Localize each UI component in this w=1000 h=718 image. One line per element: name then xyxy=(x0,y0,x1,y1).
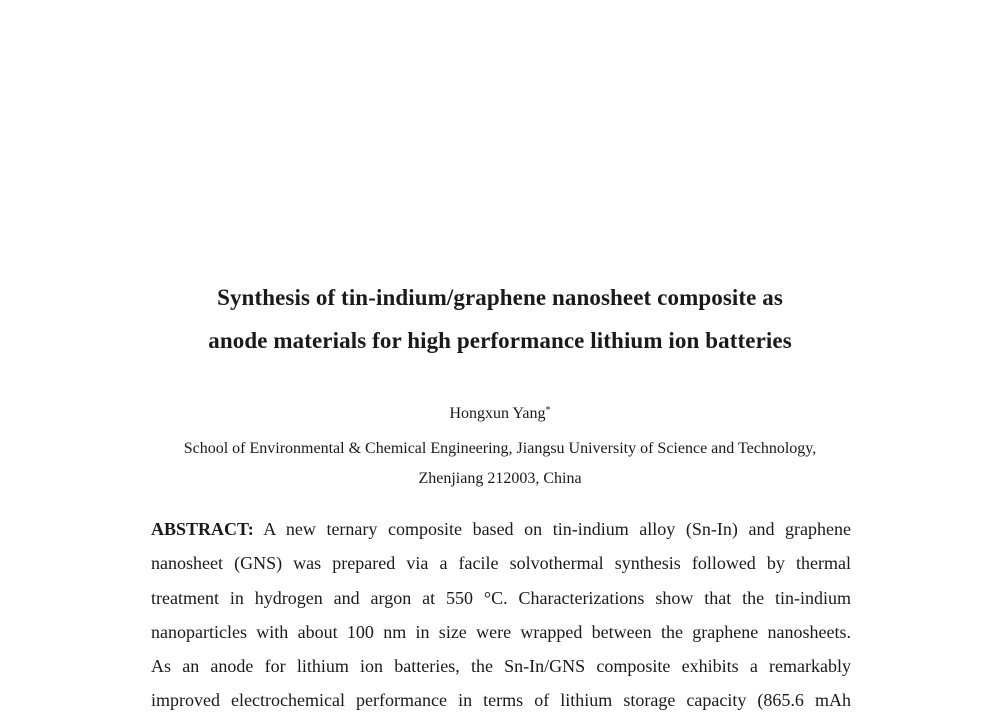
abstract-line-5: As an anode for lithium ion batteries, the Sn-In/GNS composite exhibits a remarkably xyxy=(151,656,851,677)
abstract-line-6: improved electrochemical performance in terms of lithium storage capacity (865.6 mAh xyxy=(151,690,851,711)
abstract-line-1 xyxy=(151,512,851,546)
author-name: Hongxun Yang xyxy=(449,405,546,422)
paper-title xyxy=(0,276,1000,362)
abstract-line-3: treatment in hydrogen and argon at 550 °C. Characterizations show that the tin-indium xyxy=(151,587,851,608)
abstract xyxy=(151,512,851,718)
author-line xyxy=(0,404,1000,424)
affiliation xyxy=(0,434,1000,494)
affiliation-line-1: School of Environmental & Chemical Engineering, Jiangsu University of Science and Technology, xyxy=(183,440,817,457)
title-line-2: anode materials for high performance lithium ion batteries xyxy=(208,328,792,353)
abstract-line-1-text: A new ternary composite based on tin-indium alloy (Sn-In) and graphene xyxy=(253,519,851,539)
corresponding-author-mark: * xyxy=(545,405,551,416)
affiliation-line-2: Zhenjiang 212003, China xyxy=(418,470,582,487)
abstract-line-2: nanosheet (GNS) was prepared via a facile solvothermal synthesis followed by thermal xyxy=(151,553,851,574)
abstract-label: ABSTRACT: xyxy=(151,519,254,539)
title-line-1: Synthesis of tin-indium/graphene nanosheet composite as xyxy=(217,285,783,310)
abstract-line-4: nanoparticles with about 100 nm in size were wrapped between the graphene nanosheets. xyxy=(151,621,851,642)
